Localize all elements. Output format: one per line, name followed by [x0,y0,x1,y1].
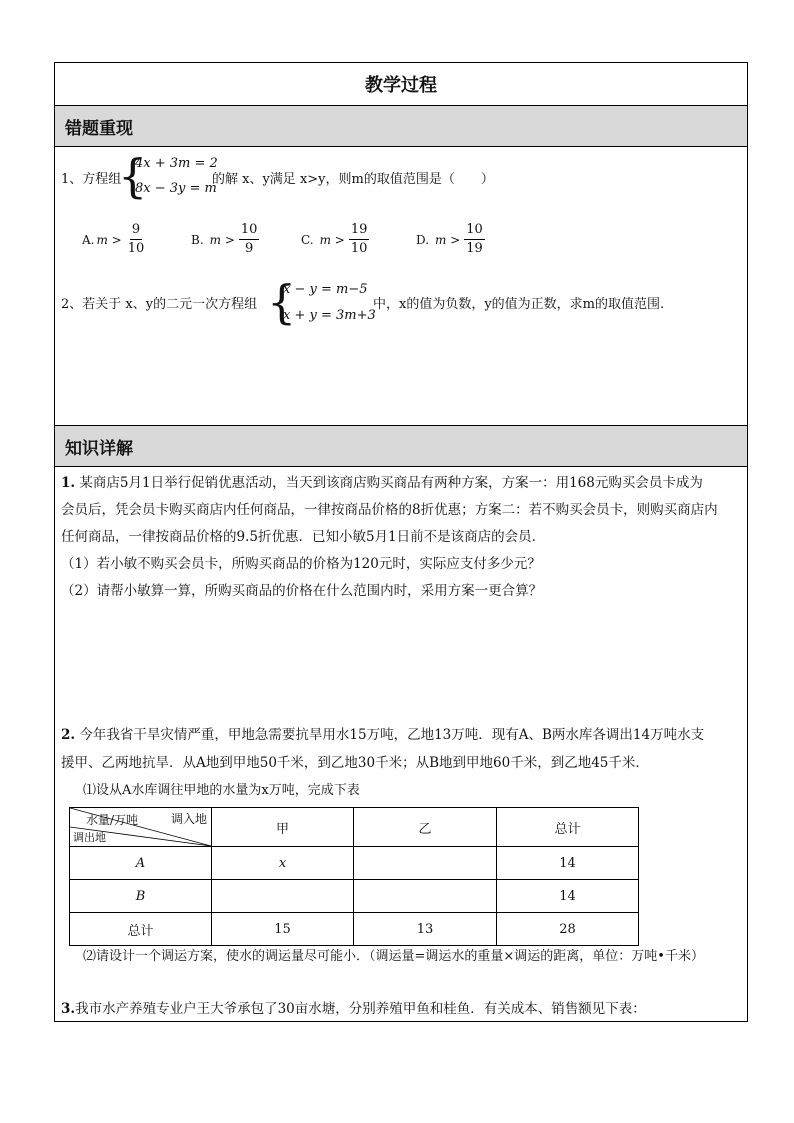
k1-sub-2: （2）请帮小敏算一算，所购买商品的价格在什么范围内时，采用方案一更合算？ [61,583,543,599]
diag-label-from: 调出地 [73,831,106,844]
q2-equation-1: x − y = m−5 [283,282,368,297]
k2-sub-1: ⑴设从A水库调往甲地的水量为x万吨，完成下表 [83,783,360,798]
k2-sub-2: ⑵请设计一个调运方案，使水的调运量尽可能小．（调运量=调运水的重量×调运的距离，单位：万吨•千米） [83,949,704,964]
q2-prefix: 2、若关于 x、y的二元一次方程组 [61,297,258,312]
option-label: C. [301,232,314,247]
water-transfer-table [69,807,639,946]
table-cell [354,880,497,913]
k2-text-1: 今年我省干旱灾情严重，甲地急需要抗旱用水15万吨，乙地13万吨．现有A、B两水库各调出14万吨水支 [79,727,705,743]
q1-equation-2: 8x − 3y = m [135,181,217,196]
k3-line [61,997,646,1017]
k2-line-1 [61,723,704,743]
row-label: 总计 [70,913,212,946]
option-lhs: m > [319,232,345,247]
option-label: B. [191,232,204,247]
table-cell: 14 [497,880,639,913]
page-title: 教学过程 [55,63,747,106]
q2-equation-2: x + y = 3m+3 [283,308,376,323]
diagonal-header-cell [70,808,212,847]
option-lhs: m > [96,232,122,247]
option-fraction: $\frac{10}{19}$ [466,222,483,256]
header-cell: 甲 [212,808,354,847]
q2-suffix: 中，x的值为负数，y的值为正数，求m的取值范围. [373,297,665,312]
option-lhs: m > [209,232,235,247]
lesson-frame [54,62,748,1022]
q1-brace: { [118,149,148,203]
header-cell: 总计 [497,808,639,847]
k2-number: 2. [61,727,76,743]
q1-equation-1: 4x + 3m = 2 [135,156,218,171]
table-row [70,913,639,946]
k3-number: 3. [61,1001,76,1017]
k3-text: 我市水产养殖专业户王大爷承包了30亩水塘，分别养殖甲鱼和桂鱼．有关成本、销售额见下表： [75,1001,646,1017]
q1-option-d [416,221,485,258]
k1-line-3: 任何商品，一律按商品价格的9.5折优惠．已知小敏5月1日前不是该商店的会员． [61,529,546,545]
table-cell: 13 [354,913,497,946]
option-label: A. [82,232,95,247]
q2-brace: { [267,275,297,329]
k1-number: 1. [61,475,76,491]
header-cell: 乙 [354,808,497,847]
table-cell: x [212,847,354,880]
row-label: B [70,880,212,913]
q1-option-a [82,221,146,258]
table-cell: 14 [497,847,639,880]
option-fraction: $\frac{10}{9}$ [240,222,258,256]
k2-line-2: 援甲、乙两地抗旱．从A地到甲地50千米，到乙地30千米；从B地到甲地60千米，到乙地45千米． [61,755,649,771]
option-lhs: m > [435,232,461,247]
diag-label-to: 调入地 [170,812,207,826]
table-header-row [70,808,639,847]
q1-option-c [301,221,369,258]
k1-text-1: 某商店5月1日举行促销优惠活动，当天到该商店购买商品有两种方案，方案一：用168元购买会员卡成为 [79,475,703,491]
section-heading-mistakes: 错题重现 [55,105,747,147]
k1-sub-1: （1）若小敏不购买会员卡，所购买商品的价格为120元时，实际应支付多少元？ [61,556,541,572]
option-label: D. [416,232,430,247]
table-row [70,847,639,880]
k1-line-2: 会员后，凭会员卡购买商店内任何商品，一律按商品价格的8折优惠；方案二：若不购买会员卡，则购买商店内 [61,502,718,518]
table-cell: 28 [497,913,639,946]
table-row [70,880,639,913]
q1-option-b [191,221,259,258]
table-cell [354,847,497,880]
option-fraction: $\frac{19}{10}$ [350,222,368,256]
option-fraction: $\frac{9}{10}$ [127,222,145,256]
table-cell: 15 [212,913,354,946]
k1-line-1 [61,471,703,491]
section-heading-knowledge: 知识详解 [55,425,747,467]
q1-prefix: 1、方程组 [61,172,122,187]
diag-label-unit: 水量/万吨 [86,813,139,827]
q1-suffix: 的解 x、y满足 x>y，则m的取值范围是（ ） [212,172,494,187]
table-cell [212,880,354,913]
row-label: A [70,847,212,880]
